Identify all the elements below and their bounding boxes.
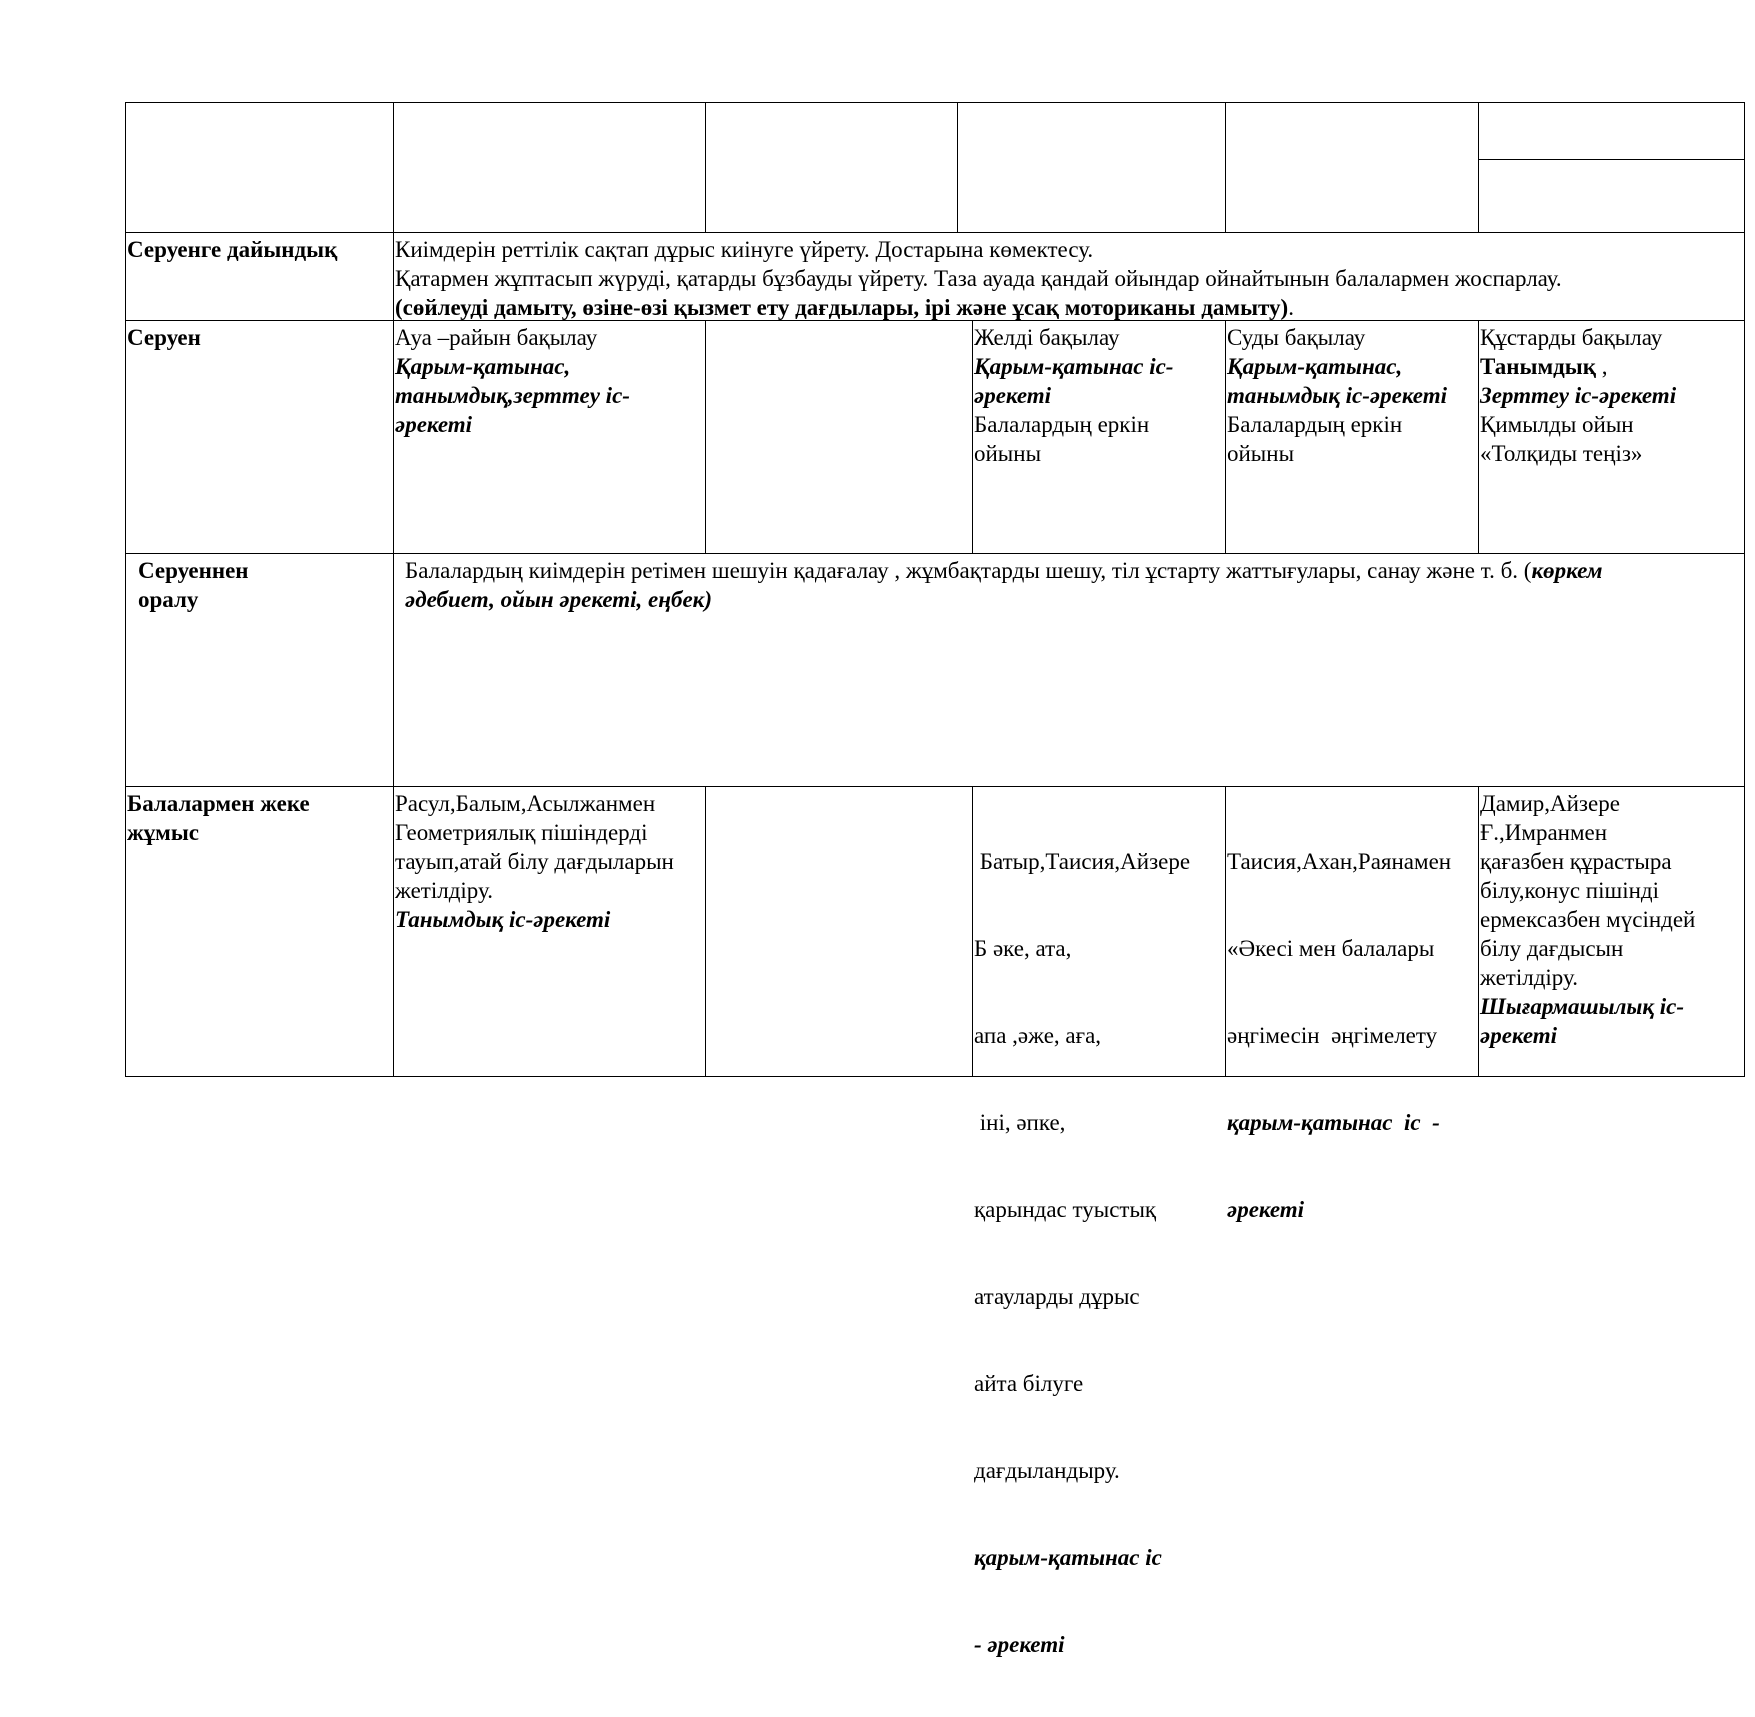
row-label-individual: Балалармен жеке жұмыс <box>127 791 310 845</box>
row-label-walk: Серуен <box>127 325 201 350</box>
column-divider <box>705 320 706 554</box>
individual-col4: Таисия,Ахан,Раянамен «Әкесі мен балалары әңгімесін әңгімелету қарым-қатынас іс - әрекеті <box>1227 849 1452 1222</box>
walk-col5: Құстарды бақылау Танымдық , Зерттеу іс-әрекеті Қимылды ойын «Толқиды теңіз» <box>1480 325 1677 466</box>
individual-col3: Батыр,Таисия,Айзере Б әке, ата, апа ,әже, аға, іні, әпке, қарындас туыстық атауларды дұрыс айта білуге дағдыландыру. қарым-қатынас іс - әрекеті <box>974 849 1191 1657</box>
walk-col4: Суды бақылау Қарым-қатынас, танымдық іс-әрекеті Балалардың еркін ойыны <box>1227 325 1447 466</box>
table-border-left <box>125 102 126 1077</box>
walk-col3: Желді бақылау Қарым-қатынас іс- әрекеті Балалардың еркін ойыны <box>974 325 1174 466</box>
column-divider <box>1225 320 1226 554</box>
column-divider <box>1478 320 1479 554</box>
table-border-right <box>1744 102 1745 1077</box>
row-divider <box>125 232 1744 233</box>
column-divider <box>972 786 973 1077</box>
table-border-bottom <box>125 1076 1744 1077</box>
column-divider <box>705 786 706 1077</box>
header-subdivider <box>1478 159 1744 160</box>
individual-col1: Расул,Балым,Асылжанмен Геометриялық пішіндерді тауып,атай білу дағдыларын жетілдіру. Танымдық іс-әрекеті <box>395 791 674 932</box>
table-border-top <box>125 102 1744 103</box>
column-divider <box>1225 102 1226 233</box>
preparation-text: Киімдерін реттілік сақтап дұрыс киінуге үйрету. Достарына көмектесу. Қатармен жұптасып жүруді, қатарды бұзбауды үйрету. Таза ауада қандай ойындар ойнайтынын балалармен жоспарлау. (сөйлеуді дамыту, өзіне-өзі қызмет ету дағдылары, ірі және ұсақ моториканы дамыту). <box>395 237 1562 320</box>
column-divider <box>957 102 958 233</box>
return-text: Балалардың киімдерін ретімен шешуін қадағалау , жұмбақтарды шешу, тіл ұстарту жаттығулары, санау және т. б. (көркем әдебиет, ойын әрекеті, еңбек) <box>405 558 1603 612</box>
column-divider <box>1225 786 1226 1077</box>
row-divider <box>125 553 1744 554</box>
row-label-preparation: Серуенге дайындық <box>127 237 338 262</box>
column-divider <box>705 102 706 233</box>
column-divider <box>393 102 394 1077</box>
row-label-return: Серуеннен оралу <box>138 558 249 612</box>
individual-col5: Дамир,Айзере Ғ.,Имранмен қағазбен құрастыра білу,конус пішінді ермексазбен мүсіндей білу дағдысын жетілдіру. Шығармашылық іс- әрекеті <box>1480 791 1696 1048</box>
row-divider <box>125 786 1744 787</box>
column-divider <box>1478 786 1479 1077</box>
walk-col1: Ауа –райын бақылау Қарым-қатынас, танымдық,зерттеу іс- әрекеті <box>395 325 630 437</box>
column-divider <box>1478 102 1479 233</box>
column-divider <box>972 320 973 554</box>
